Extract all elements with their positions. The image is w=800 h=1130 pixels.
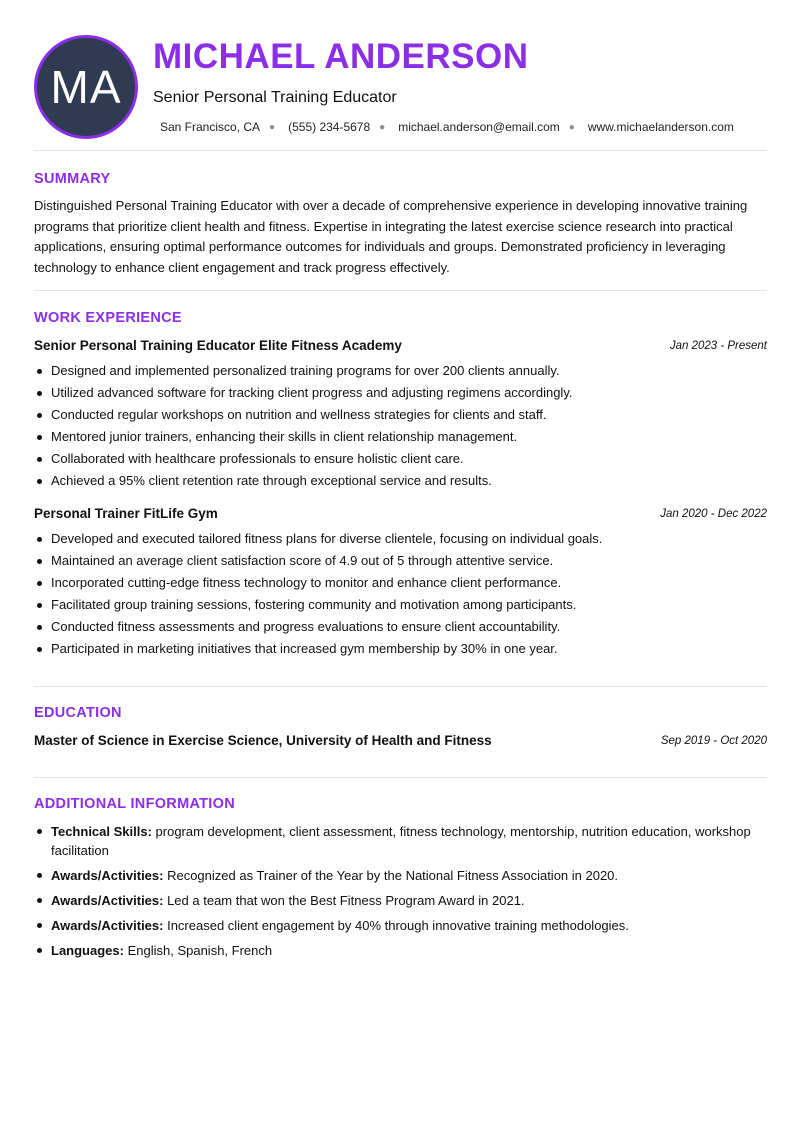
info-label: Awards/Activities: <box>51 868 164 883</box>
candidate-title: Senior Personal Training Educator <box>153 89 397 106</box>
list-item <box>34 891 767 910</box>
info-text: program development, client assessment, fitness technology, mentorship, nutrition education, workshop facilitation <box>51 824 751 858</box>
resume-header <box>0 0 800 150</box>
avatar-initials: MA <box>50 61 122 113</box>
section-divider <box>34 150 767 151</box>
contact-email: michael.anderson@email.com <box>398 120 560 134</box>
section-divider <box>34 290 767 291</box>
list-item: Maintained an average client satisfaction score of 4.9 out of 5 through attentive service. <box>34 550 767 572</box>
contact-info <box>160 120 734 134</box>
job-role: Senior Personal Training Educator Elite Fitness Academy <box>34 338 402 353</box>
bullet-separator-icon: ● <box>269 121 276 133</box>
info-text: Increased client engagement by 40% through innovative training methodologies. <box>163 918 629 933</box>
avatar <box>34 35 138 139</box>
list-item: Utilized advanced software for tracking client progress and adjusting regimens accordingly. <box>34 382 767 404</box>
education-entry <box>34 733 767 753</box>
contact-website: www.michaelanderson.com <box>587 120 734 134</box>
section-divider <box>34 686 767 687</box>
work-experience-heading: WORK EXPERIENCE <box>34 310 182 326</box>
job-dates: Jan 2020 - Dec 2022 <box>660 508 767 520</box>
education-dates: Sep 2019 - Oct 2020 <box>660 735 767 747</box>
list-item: Designed and implemented personalized training programs for over 200 clients annually. <box>34 360 767 382</box>
list-item <box>34 941 767 960</box>
info-label: Awards/Activities: <box>51 918 164 933</box>
job-bullet-list <box>34 360 767 492</box>
list-item <box>34 866 767 885</box>
candidate-name: MICHAEL ANDERSON <box>153 37 529 76</box>
info-text: Led a team that won the Best Fitness Program Award in 2021. <box>163 893 525 908</box>
info-label: Awards/Activities: <box>51 893 164 908</box>
bullet-separator-icon: ● <box>568 121 575 133</box>
education-heading: EDUCATION <box>34 705 122 721</box>
job-bullet-list <box>34 528 767 660</box>
list-item <box>34 822 767 860</box>
section-divider <box>34 777 767 778</box>
list-item: Developed and executed tailored fitness plans for diverse clientele, focusing on individual goals. <box>34 528 767 550</box>
list-item: Achieved a 95% client retention rate through exceptional service and results. <box>34 470 767 492</box>
job-header <box>34 506 767 526</box>
info-text: English, Spanish, French <box>123 943 273 958</box>
job-role: Personal Trainer FitLife Gym <box>34 506 218 521</box>
info-label: Languages: <box>51 943 124 958</box>
list-item: Collaborated with healthcare professionals to ensure holistic client care. <box>34 448 767 470</box>
list-item: Mentored junior trainers, enhancing their skills in client relationship management. <box>34 426 767 448</box>
contact-location: San Francisco, CA <box>160 120 261 134</box>
additional-info-list <box>34 822 767 966</box>
list-item: Conducted regular workshops on nutrition and wellness strategies for clients and staff. <box>34 404 767 426</box>
list-item: Facilitated group training sessions, fostering community and motivation among participants. <box>34 594 767 616</box>
summary-text: Distinguished Personal Training Educator with over a decade of comprehensive experience in developing innovative training programs that prioritize client health and fitness. Expertise in integrating the latest exercise science research into practical applications, ensuring optimal performance outcomes for individuals and groups. Demonstrated proficiency in leveraging technology to enhance client engagement and track progress effectively. <box>34 198 748 275</box>
summary-heading: SUMMARY <box>34 171 111 187</box>
job-dates: Jan 2023 - Present <box>669 340 767 352</box>
additional-info-heading: ADDITIONAL INFORMATION <box>34 796 235 812</box>
list-item: Incorporated cutting-edge fitness technology to monitor and enhance client performance. <box>34 572 767 594</box>
job-header <box>34 338 767 358</box>
list-item <box>34 916 767 935</box>
info-text: Recognized as Trainer of the Year by the National Fitness Association in 2020. <box>163 868 619 883</box>
info-label: Technical Skills: <box>51 824 152 839</box>
list-item: Participated in marketing initiatives that increased gym membership by 30% in one year. <box>34 638 767 660</box>
contact-phone: (555) 234-5678 <box>288 120 371 134</box>
degree-title: Master of Science in Exercise Science, University of Health and Fitness <box>34 733 492 748</box>
list-item: Conducted fitness assessments and progress evaluations to ensure client accountability. <box>34 616 767 638</box>
bullet-separator-icon: ● <box>379 121 386 133</box>
